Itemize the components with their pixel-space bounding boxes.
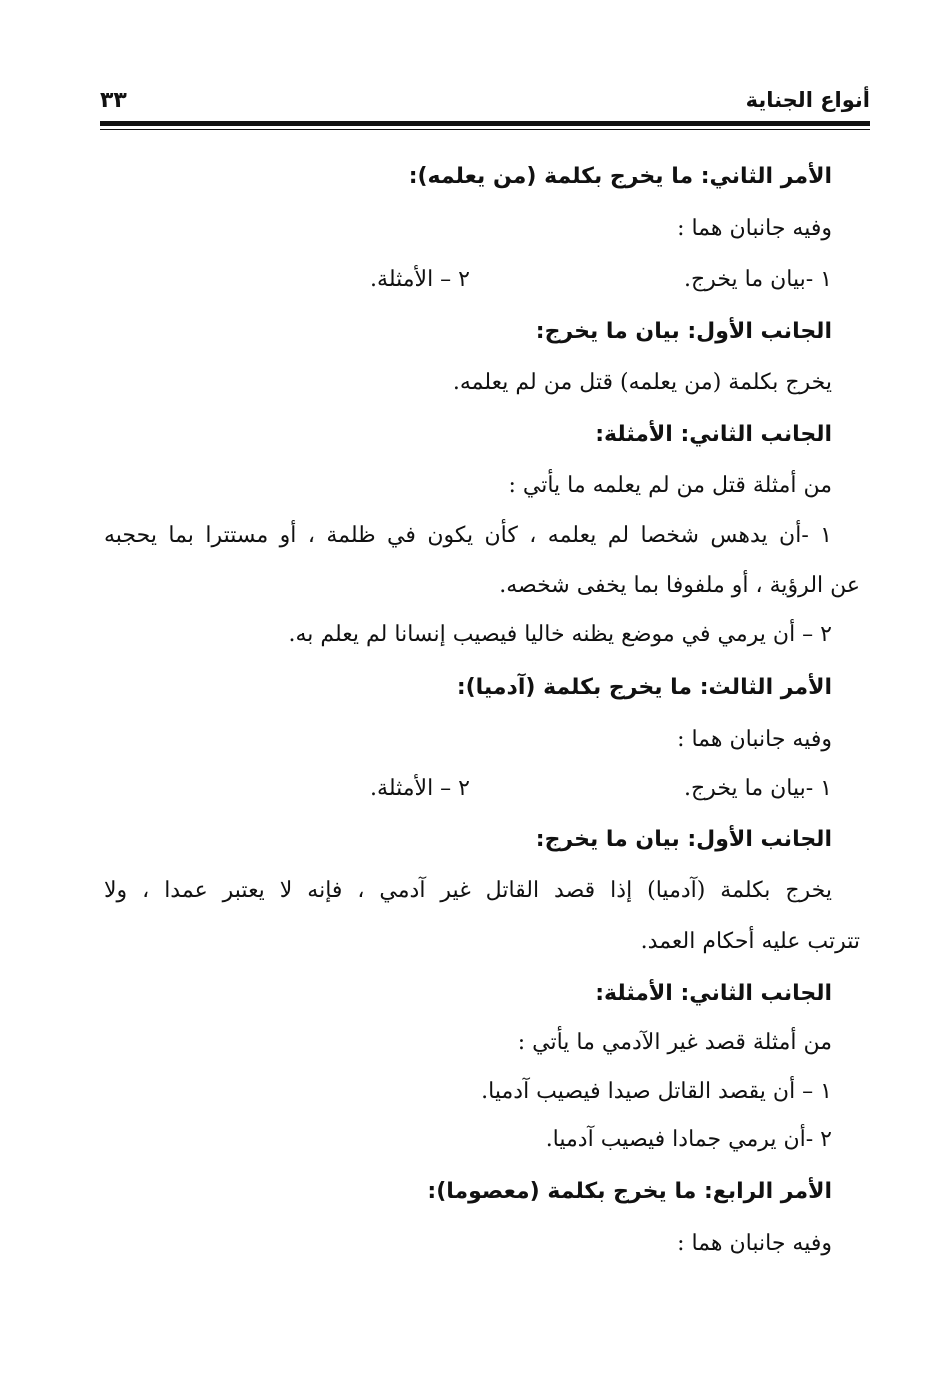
subsection-heading: الجانب الثاني: الأمثلة: [595, 981, 832, 1006]
section-heading: الأمر الرابع: ما يخرج بكلمة (معصوما): [427, 1179, 832, 1204]
paragraph: تترتب عليه أحكام العمد. [640, 929, 860, 954]
list-item: ٢ -أن يرمي جمادا فيصيب آدميا. [545, 1127, 832, 1152]
section-heading: الأمر الثالث: ما يخرج بكلمة (آدميا): [456, 675, 832, 700]
chapter-title: أنواع الجناية [745, 88, 870, 112]
list-item: ١ -بيان ما يخرج. [683, 776, 832, 801]
list-item: ٢ – الأمثلة. [370, 267, 470, 292]
list-item: ٢ – الأمثلة. [370, 776, 470, 801]
paragraph: من أمثلة قتل من لم يعلمه ما يأتي : [508, 473, 832, 498]
paragraph: وفيه جانبان هما : [677, 727, 832, 752]
paragraph: يخرج بكلمة (من يعلمه) قتل من لم يعلمه. [452, 370, 832, 395]
header-rule-thin [100, 129, 870, 130]
subsection-heading: الجانب الأول: بيان ما يخرج: [535, 827, 832, 852]
paragraph: يخرج بكلمة (آدميا) إذا قصد القاتل غير آدمي ، فإنه لا يعتبر عمدا ، ولا [104, 878, 832, 903]
list-item: ١ – أن يقصد القاتل صيدا فيصيب آدميا. [481, 1079, 832, 1104]
header-rule-thick [100, 121, 870, 126]
list-item: ٢ – أن يرمي في موضع يظنه خاليا فيصيب إنسانا لم يعلم به. [288, 622, 832, 647]
list-item: ١ -بيان ما يخرج. [683, 267, 832, 292]
running-header [100, 88, 870, 118]
subsection-heading: الجانب الأول: بيان ما يخرج: [535, 319, 832, 344]
subsection-heading: الجانب الثاني: الأمثلة: [595, 422, 832, 447]
paragraph: وفيه جانبان هما : [677, 216, 832, 241]
paragraph: وفيه جانبان هما : [677, 1231, 832, 1256]
paragraph: من أمثلة قصد غير الآدمي ما يأتي : [517, 1030, 832, 1055]
page-number: ٣٣ [100, 88, 127, 113]
paragraph: عن الرؤية ، أو ملفوفا بما يخفى شخصه. [499, 573, 860, 598]
section-heading: الأمر الثاني: ما يخرج بكلمة (من يعلمه): [408, 164, 832, 189]
paragraph: ١ -أن يدهس شخصا لم يعلمه ، كأن يكون في ظلمة ، أو مستترا بما يحجبه [104, 523, 832, 548]
